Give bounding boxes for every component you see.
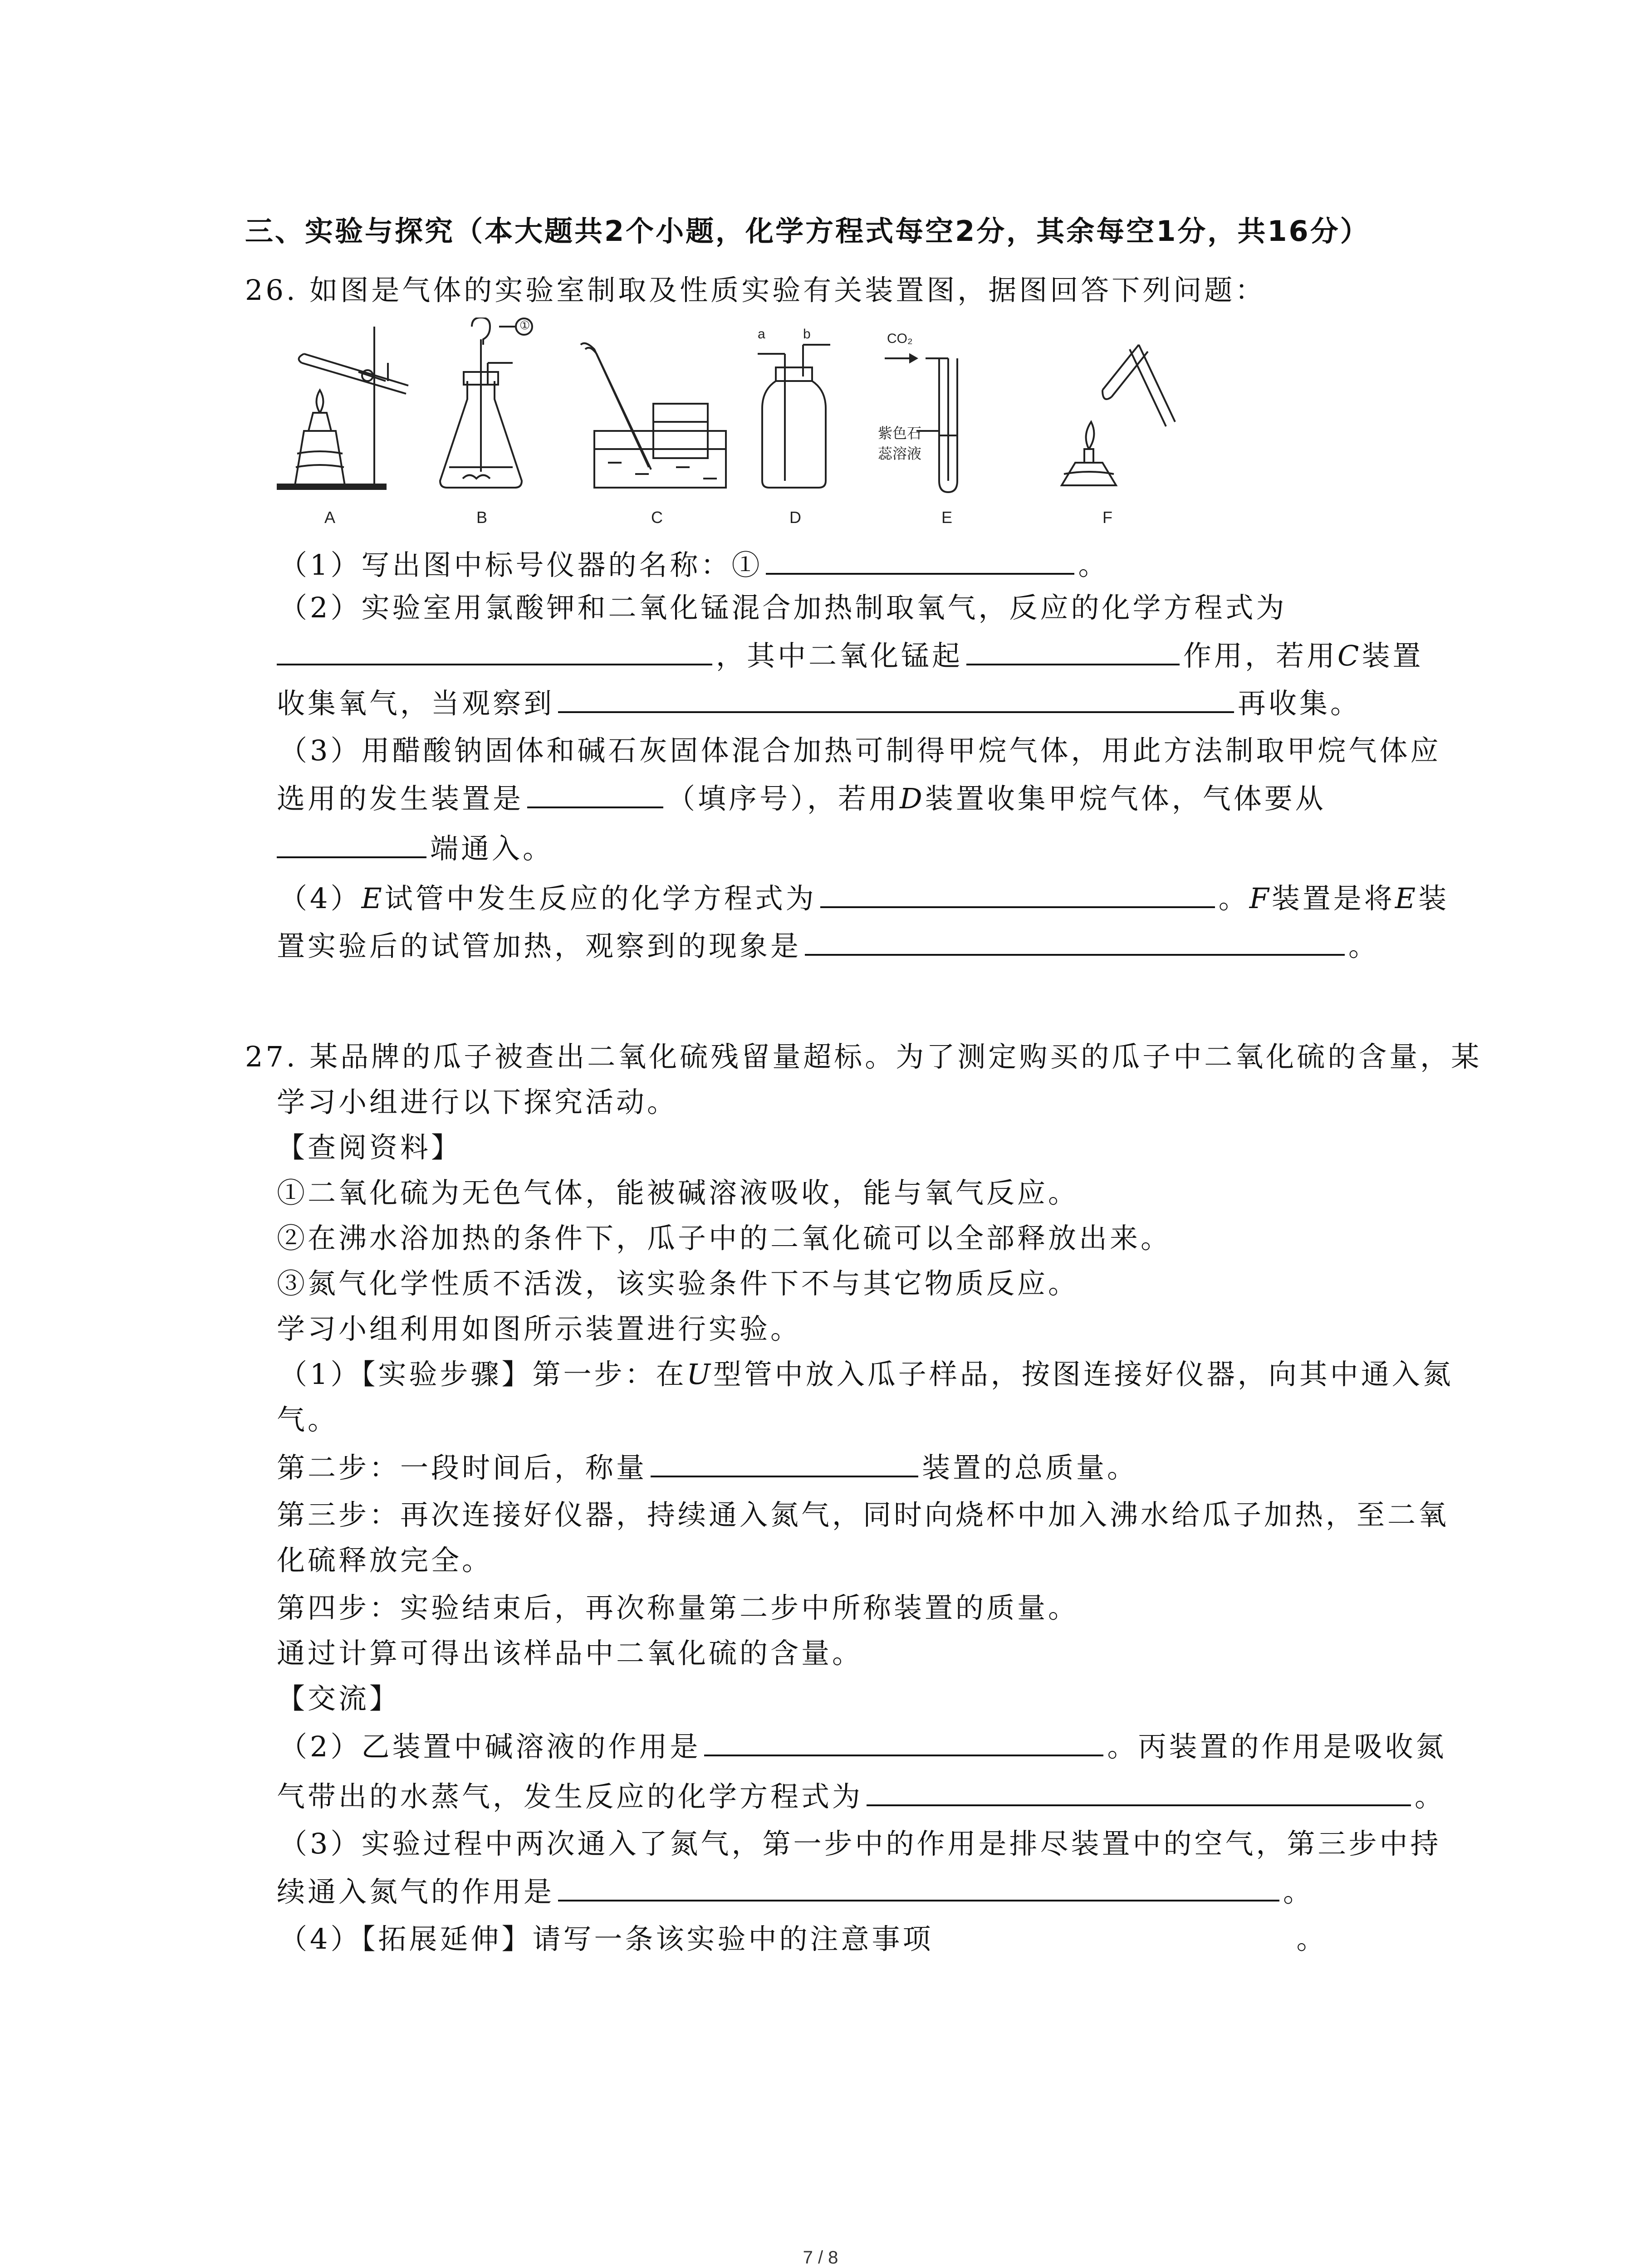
q26-part3-line2: 选用的发生装置是 （填序号），若用D装置收集甲烷气体，气体要从 bbox=[277, 780, 1326, 817]
q27-reference-title: 【查阅资料】 bbox=[277, 1131, 462, 1164]
answer-blank[interactable] bbox=[277, 637, 712, 665]
figure-label-f: F bbox=[1102, 508, 1112, 527]
q27-step1: （1）【实验步骤】第一步：在U型管中放入瓜子样品，按图连接好仪器，向其中通入氮 bbox=[279, 1358, 1454, 1391]
answer-blank[interactable] bbox=[651, 1449, 918, 1477]
figure-mark-co2: CO₂ bbox=[887, 331, 913, 346]
apparatus-a bbox=[277, 327, 408, 489]
figure-label-b: B bbox=[476, 508, 488, 527]
q26-part3-line1: （3）用醋酸钠固体和碱石灰固体混合加热可制得甲烷气体，用此方法制取甲烷气体应 bbox=[279, 734, 1441, 767]
q27-reference-3: ③氮气化学性质不活泼，该实验条件下不与其它物质反应。 bbox=[277, 1267, 1079, 1300]
page-number: 7 / 8 bbox=[803, 2248, 838, 2268]
figure-label-c: C bbox=[651, 508, 663, 527]
q27-step5: 通过计算可得出该样品中二氧化硫的含量。 bbox=[277, 1637, 863, 1670]
answer-blank[interactable] bbox=[558, 1873, 1279, 1901]
q27-step3: 第三步：再次连接好仪器，持续通入氮气，同时向烧杯中加入沸水给瓜子加热，至二氧 bbox=[277, 1498, 1450, 1531]
answer-blank[interactable] bbox=[527, 780, 663, 808]
answer-blank[interactable] bbox=[820, 880, 1215, 908]
q27-part3-line1: （3）实验过程中两次通入了氮气，第一步中的作用是排尽装置中的空气，第三步中持 bbox=[279, 1827, 1441, 1860]
q26-stem: 26. 如图是气体的实验室制取及性质实验有关装置图，据图回答下列问题： bbox=[245, 274, 1266, 307]
apparatus-figure bbox=[277, 318, 1180, 535]
q27-step1-cont: 气。 bbox=[277, 1403, 339, 1436]
answer-blank[interactable] bbox=[766, 547, 1074, 575]
figure-mark-litmus2: 蕊溶液 bbox=[878, 445, 922, 462]
q27-stem-line2: 学习小组进行以下探究活动。 bbox=[277, 1085, 678, 1119]
figure-mark-a: a bbox=[758, 327, 765, 342]
q26-part3-line3: 端通入。 bbox=[277, 830, 554, 867]
q26-part4-line1: （4）E试管中发生反应的化学方程式为 。F装置是将E装 bbox=[279, 880, 1449, 917]
apparatus-d bbox=[758, 345, 830, 488]
q27-step3-cont: 化硫释放完全。 bbox=[277, 1544, 493, 1577]
q26-part4-line2: 置实验后的试管加热，观察到的现象是 。 bbox=[277, 928, 1379, 964]
q27-part2-line1: （2）乙装置中碱溶液的作用是 。丙装置的作用是吸收氮 bbox=[279, 1728, 1446, 1765]
section-title: 三、实验与探究（本大题共2个小题，化学方程式每空2分，其余每空1分，共16分） bbox=[245, 215, 1370, 248]
q27-exchange-title: 【交流】 bbox=[277, 1682, 401, 1715]
q27-step2: 第二步：一段时间后，称量 装置的总质量。 bbox=[277, 1449, 1138, 1486]
apparatus-c bbox=[581, 343, 726, 488]
q26-part1: （1）写出图中标号仪器的名称：① 。 bbox=[279, 547, 1109, 583]
q27-part3-line2: 续通入氮气的作用是 。 bbox=[277, 1873, 1314, 1910]
figure-label-a: A bbox=[324, 508, 336, 527]
answer-blank[interactable] bbox=[805, 928, 1345, 956]
q26-part2-line2: ，其中二氧化锰起 作用，若用C装置 bbox=[277, 637, 1424, 674]
q27-part2-line2: 气带出的水蒸气，发生反应的化学方程式为 。 bbox=[277, 1778, 1445, 1815]
figure-label-d: D bbox=[789, 508, 801, 527]
q27-stem-line1: 27. 某品牌的瓜子被查出二氧化硫残留量超标。为了测定购买的瓜子中二氧化硫的含量，某 bbox=[245, 1040, 1482, 1073]
q27-part4: （4）【拓展延伸】请写一条该实验中的注意事项 。 bbox=[279, 1922, 1327, 1955]
answer-blank[interactable] bbox=[867, 1778, 1411, 1806]
answer-blank[interactable] bbox=[966, 637, 1180, 665]
q27-reference-1: ①二氧化硫为无色气体，能被碱溶液吸收，能与氧气反应。 bbox=[277, 1176, 1079, 1209]
q27-setup: 学习小组利用如图所示装置进行实验。 bbox=[277, 1312, 802, 1345]
answer-blank[interactable] bbox=[277, 830, 426, 858]
q26-part2-line3: 收集氧气，当观察到 再收集。 bbox=[277, 685, 1361, 722]
figure-mark-num1: ① bbox=[519, 318, 530, 332]
apparatus-b bbox=[440, 318, 532, 488]
q26-part2-line1: （2）实验室用氯酸钾和二氧化锰混合加热制取氧气，反应的化学方程式为 bbox=[279, 591, 1287, 624]
q27-step4: 第四步：实验结束后，再次称量第二步中所称装置的质量。 bbox=[277, 1591, 1079, 1624]
figure-mark-litmus1: 紫色石 bbox=[878, 425, 922, 441]
apparatus-f bbox=[1062, 345, 1175, 485]
figure-mark-b: b bbox=[803, 327, 811, 342]
q27-reference-2: ②在沸水浴加热的条件下，瓜子中的二氧化硫可以全部释放出来。 bbox=[277, 1222, 1172, 1255]
answer-blank[interactable] bbox=[704, 1728, 1103, 1756]
answer-blank[interactable] bbox=[558, 685, 1234, 713]
figure-label-e: E bbox=[941, 508, 953, 527]
apparatus-drawing bbox=[277, 318, 1180, 535]
